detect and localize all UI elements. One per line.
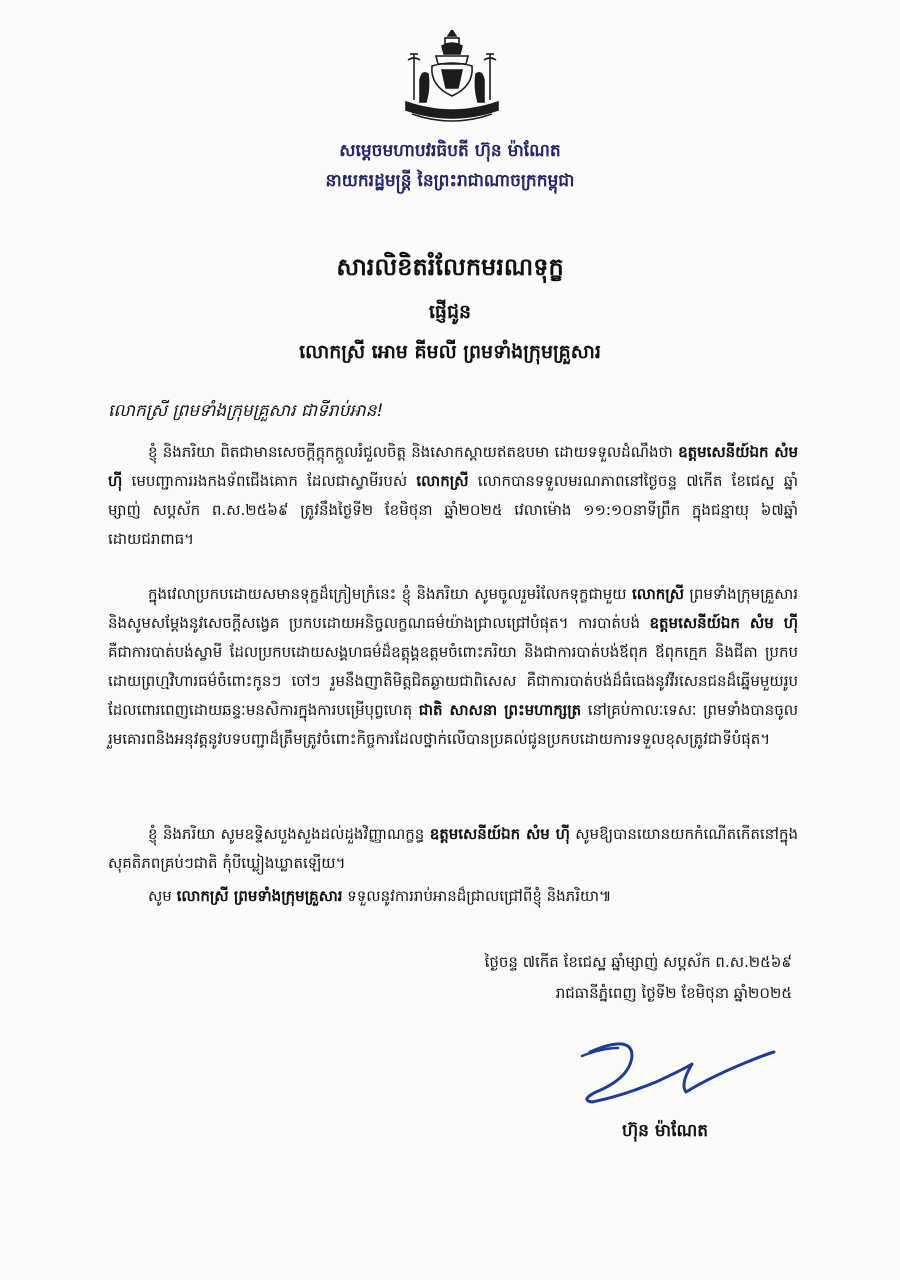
handwritten-signature [562,1030,782,1110]
p4-lady-family: លោកស្រី ព្រមទាំងក្រុមគ្រួសារ [176,887,343,905]
royal-coat-of-arms-emblem [392,30,512,130]
p1-text-c: លោកបានទទួលមរណភាពនៅថ្ងៃចន្ទ ៧កើត ខែជេស្ឋ ឆ្នាំម្សាញ់ សប្តស័ក ព.ស.២៥៦៩ ត្រូវនឹងថ្ងៃទី២ ខែមិថុនា ឆ្នាំ២០២៥ វេលាម៉ោង ១១:១០នាទីព្រឹក ក្នុងជន្មាយុ ៦៧ឆ្នាំ ដោយជរាពាធ។ [108,472,798,548]
p3-text-b: សូមឱ្យបានយោនយកកំណើតកើតនៅក្នុងសុគតិភពគ្រប់ៗជាតិ កុំបីឃ្លៀងឃ្លាតឡើយ។ [108,825,799,872]
letter-recipient: លោកស្រី អោម គីមលី ព្រមទាំងក្រុមគ្រួសារ [299,341,601,363]
p2-deceased-name: ឧត្តមសេនីយ៍ឯក សំម ហ៊ី [649,614,798,632]
p2-lady: លោកស្រី [631,585,685,603]
paragraph-4 [108,882,798,911]
p2-nation-motto: ជាតិ សាសនា ព្រះមហាក្សត្រ [418,701,582,719]
p1-text-b: មេបញ្ជាការរងកងទ័ពជើងគោក ដែលជាស្វាមីរបស់ [122,472,417,490]
p1-deceased-name: ឧត្តមសេនីយ៍ឯក សំម ហ៊ី [108,443,799,490]
p2-text-a: ក្នុងវេលាប្រកបដោយសមានទុក្ខដ៏ក្រៀមក្រំនេះ ខ្ញុំ និងភរិយា សូមចូលរួមរំលែកទុក្ខជាមួយ [148,585,632,603]
salutation: លោកស្រី ព្រមទាំងក្រុមគ្រួសារ ជាទីរាប់អាន! [108,401,384,421]
p3-deceased-name: ឧត្តមសេនីយ៍ឯក សំម ហ៊ី [429,825,570,843]
p2-text-d: នៅគ្រប់កាលៈទេសៈ ព្រមទាំងបានចូលរួមគោរពនិងអនុវត្តនូវបទបញ្ជាដ៏ត្រឹមត្រូវចំពោះកិច្ចការដែលថ្នាក់លើបានប្រគល់ជូនប្រកបដោយការទទួលខុសត្រូវជាទីបំផុត។ [108,701,799,748]
lunar-date: ថ្ងៃចន្ទ ៧កើត ខែជេស្ឋ ឆ្នាំម្សាញ់ សប្តស័ក ព.ស.២៥៦៩ [484,953,792,971]
letter-subtitle: ផ្ញើជូន [428,301,472,323]
p4-text-a: សូម [148,887,177,905]
p1-text-a: ខ្ញុំ និងភរិយា ពិតជាមានសេចក្តីក្តុកក្តួលរំជួលចិត្ត និងសោកស្តាយឥតឧបមា ដោយទទួលដំណឹងថា [148,443,679,461]
sender-title: សម្តេចមហាបវរធិបតី ហ៊ុន ម៉ាណែត [339,141,561,161]
p2-text-c: គឺជាការបាត់បង់ស្វាមី ដែលប្រកបដោយសង្គហធម៌ដ៏ឧត្តុង្គឧត្តមចំពោះភរិយា និងជាការបាត់បង់ឪពុក ឪពុកក្មេក និងជីតា ប្រកបដោយព្រហ្មវិហារធម៌ចំពោះកូនៗ ចៅៗ រួមនឹងញាតិមិត្តជិតឆ្ងាយជាពិសេស គឺជាការបាត់បង់ដ៏ធំធេងនូវវីរសេនជនដ៏ឆ្នើមមួយរូបដែលពោរពេញដោយឆន្ទៈមនសិការក្នុងការបម្រើបុព្វហេតុ [108,643,798,719]
signatory-name: ហ៊ុន ម៉ាណែត [621,1121,709,1141]
p2-text-b: ព្រមទាំងក្រុមគ្រួសារ និងសូមសម្តែងនូវសេចក្តីសង្វេគ ប្រកបដោយអនិច្ចលក្ខណធម៌យ៉ាងជ្រាលជ្រៅបំផុត។ ការបាត់បង់ [108,585,799,632]
letter-title: សារលិខិតរំលែកមរណទុក្ខ [336,253,564,281]
solar-date: រាជធានីភ្នំពេញ ថ្ងៃទី២ ខែមិថុនា ឆ្នាំ២០២៥ [555,984,792,1002]
paragraph-2 [108,580,798,754]
sender-position: នាយករដ្ឋមន្ត្រី នៃព្រះរាជាណាចក្រកម្ពុជា [325,171,575,191]
paragraph-1 [108,438,798,554]
p1-lady: លោកស្រី [416,472,469,490]
p3-text-a: ខ្ញុំ និងភរិយា សូមឧទ្ទិសបួងសួងដល់ដួងវិញ្ញាណក្ខន្ធ [148,825,430,843]
p4-text-b: ទទួលនូវការរាប់អានដ៏ជ្រាលជ្រៅពីខ្ញុំ និងភរិយា៕ [342,887,612,905]
paragraph-3 [108,820,798,878]
